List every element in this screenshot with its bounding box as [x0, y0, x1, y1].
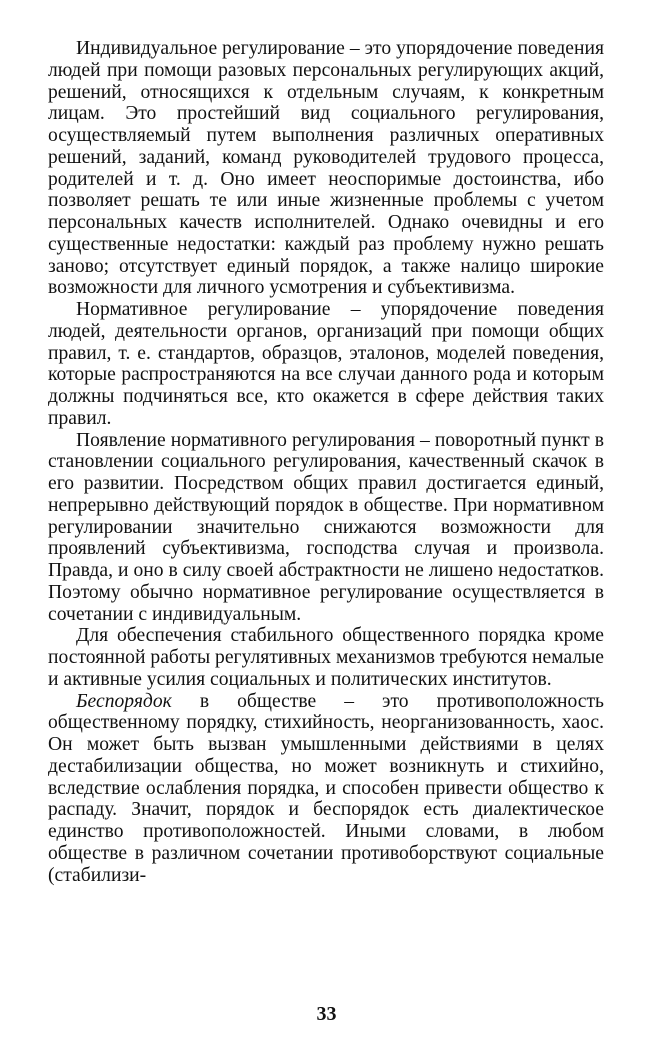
page-body: [48, 38, 604, 886]
paragraph-social-order-stability: Для обеспечения стабильного общественного порядка кроме постоянной работы регулятивных механизмов требуются немалые и активные усилия социальных и политических институтов.: [48, 625, 604, 690]
italic-term-disorder: Беспорядок: [76, 690, 172, 712]
page-number: 33: [316, 1003, 337, 1025]
paragraph-emergence-of-normative-regulation: Появление нормативного регулирования – поворотный пункт в становлении социального регулирования, качественный скачок в его развитии. Посредством общих правил достигается единый, непрерывно действующий порядок в обществе. При нормативном регулировании значительно снижаются возможности для проявлений субъективизма, господства случая и произвола. Правда, и оно в силу своей абстрактности не лишено недостатков. Поэтому обычно нормативное регулирование осуществляется в сочетании с индивидуальным.: [48, 429, 604, 625]
paragraph-disorder-text: в обществе – это противоположность общественному порядку, стихийность, неорганизованность, хаос. Он может быть вызван умышленными действиями в целях дестабилизации общества, но может возникнуть и стихийно, вследствие ослабления порядка, и способен привести общество к распаду. Значит, порядок и беспорядок есть диалектическое единство противоположностей. Иными словами, в любом обществе в различном сочетании противоборствуют социальные (стабилизи-: [48, 690, 604, 886]
paragraph-disorder: [48, 691, 604, 887]
paragraph-normative-regulation: Нормативное регулирование – упорядочение поведения людей, деятельности органов, организаций при помощи общих правил, т. е. стандартов, образцов, эталонов, моделей поведения, которые распространяются на все случаи данного рода и которым должны подчиняться все, кто окажется в сфере действия таких правил.: [48, 299, 604, 429]
paragraph-individual-regulation: Индивидуальное регулирование – это упорядочение поведения людей при помощи разовых персональных регулирующих акций, решений, относящихся к отдельным случаям, к конкретным лицам. Это простейший вид социального регулирования, осуществляемый путем выполнения различных оперативных решений, заданий, команд руководителей трудового процесса, родителей и т. д. Оно имеет неоспоримые достоинства, ибо позволяет решать те или иные жизненные проблемы с учетом персональных качеств исполнителей. Однако очевидны и его существенные недостатки: каждый раз проблему нужно решать заново; отсутствует единый порядок, а также налицо широкие возможности для личного усмотрения и субъективизма.: [48, 38, 604, 299]
